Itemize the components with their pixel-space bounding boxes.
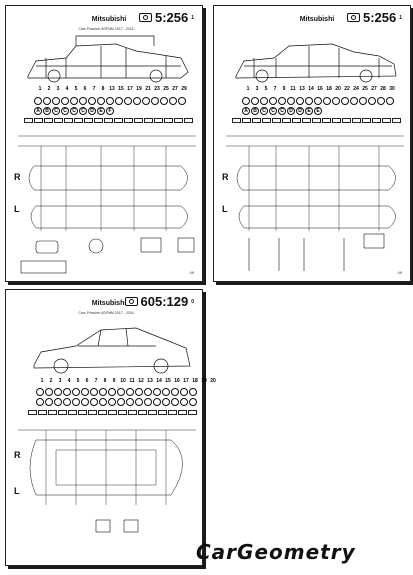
- point-symbol-icon: [43, 97, 51, 105]
- point-symbol-icon: [142, 97, 150, 105]
- measurement-numbers-row: [38, 378, 217, 384]
- point-symbol-icon: [108, 388, 116, 396]
- point-number: 23: [154, 86, 160, 92]
- measurement-numbers-row: [36, 86, 188, 92]
- sheet-brand: Mitsubishi: [91, 16, 127, 23]
- point-number: 13: [109, 86, 115, 92]
- point-number: 28: [380, 86, 386, 92]
- point-number: 7: [94, 378, 98, 384]
- point-number: 14: [156, 378, 162, 384]
- point-symbol-icon: [144, 398, 152, 406]
- sheet-subtitle: Cars Pinscher ADFMM 2017 - 2016: [78, 27, 134, 31]
- left-side-label: L: [222, 204, 228, 214]
- measurement-sheet-1: [5, 5, 203, 282]
- point-letter: E: [97, 107, 105, 115]
- point-symbol-icon: [108, 398, 116, 406]
- point-number: 25: [362, 86, 368, 92]
- point-number: 3: [58, 378, 62, 384]
- cargeometry-watermark: CarGeometry: [196, 540, 356, 564]
- symbol-row: [34, 97, 186, 105]
- right-side-label: R: [14, 172, 21, 182]
- point-number: 24: [353, 86, 359, 92]
- point-number: 3: [56, 86, 60, 92]
- point-symbol-icon: [341, 97, 349, 105]
- sheet-brand: Mitsubishi: [299, 16, 335, 23]
- point-symbol-icon: [305, 97, 313, 105]
- point-letter: D: [296, 107, 304, 115]
- point-number: 21: [145, 86, 151, 92]
- point-symbol-icon: [45, 398, 53, 406]
- point-symbol-icon: [162, 398, 170, 406]
- point-number: 13: [299, 86, 305, 92]
- point-number: 6: [83, 86, 87, 92]
- letter-row: [34, 107, 114, 115]
- point-symbol-icon: [368, 97, 376, 105]
- point-letter: C: [61, 107, 69, 115]
- point-number: 6: [85, 378, 89, 384]
- right-side-label: R: [14, 450, 21, 460]
- point-symbol-icon: [314, 97, 322, 105]
- point-symbol-icon: [359, 97, 367, 105]
- body-profile-drawing: [6, 290, 202, 565]
- point-symbol-icon: [36, 388, 44, 396]
- point-letter: C: [269, 107, 277, 115]
- value-cells-row: [28, 410, 197, 415]
- point-number: 13: [147, 378, 153, 384]
- point-number: 16: [174, 378, 180, 384]
- point-symbol-icon: [171, 398, 179, 406]
- measurement-numbers-row: [244, 86, 396, 92]
- point-number: 10: [120, 378, 126, 384]
- point-symbol-icon: [151, 97, 159, 105]
- point-number: 1: [40, 378, 44, 384]
- point-symbol-icon: [323, 97, 331, 105]
- point-letter: A: [34, 107, 42, 115]
- point-symbol-icon: [133, 97, 141, 105]
- point-symbol-icon: [70, 97, 78, 105]
- page-number: 49: [189, 270, 194, 275]
- point-number: 4: [67, 378, 71, 384]
- point-number: 1: [246, 86, 250, 92]
- point-number: 11: [290, 86, 296, 92]
- point-symbol-icon: [160, 97, 168, 105]
- point-symbol-icon: [72, 398, 80, 406]
- point-symbol-icon: [90, 388, 98, 396]
- point-number: 9: [282, 86, 286, 92]
- sheet-code: 605:129 0: [125, 294, 195, 309]
- point-letter: D: [287, 107, 295, 115]
- point-number: 4: [65, 86, 69, 92]
- value-cells-row: [24, 118, 193, 123]
- point-symbol-icon: [153, 398, 161, 406]
- point-letter: C: [70, 107, 78, 115]
- point-symbol-icon: [180, 398, 188, 406]
- point-number: 25: [163, 86, 169, 92]
- point-symbol-icon: [251, 97, 259, 105]
- symbol-row: [242, 97, 394, 105]
- point-symbol-icon: [350, 97, 358, 105]
- left-side-label: L: [14, 204, 20, 214]
- point-letter: C: [278, 107, 286, 115]
- point-number: 7: [92, 86, 96, 92]
- point-number: 8: [103, 378, 107, 384]
- side-profile-drawing: [6, 6, 202, 281]
- point-number: 27: [371, 86, 377, 92]
- point-symbol-icon: [278, 97, 286, 105]
- point-symbol-icon: [117, 388, 125, 396]
- point-symbol-icon: [61, 97, 69, 105]
- right-side-label: R: [222, 172, 229, 182]
- point-symbol-icon: [126, 398, 134, 406]
- point-symbol-icon: [117, 398, 125, 406]
- point-symbol-icon: [79, 97, 87, 105]
- point-number: 16: [317, 86, 323, 92]
- point-symbol-icon: [386, 97, 394, 105]
- point-number: 22: [344, 86, 350, 92]
- point-number: 2: [49, 378, 53, 384]
- point-symbol-icon: [90, 398, 98, 406]
- point-symbol-icon: [162, 388, 170, 396]
- point-symbol-icon: [52, 97, 60, 105]
- point-number: 17: [183, 378, 189, 384]
- point-symbol-icon: [153, 388, 161, 396]
- point-symbol-icon: [178, 97, 186, 105]
- point-number: 18: [192, 378, 198, 384]
- point-symbol-icon: [377, 97, 385, 105]
- measurement-sheet-3: [5, 289, 216, 566]
- point-symbol-icon: [242, 97, 250, 105]
- point-letter: D: [88, 107, 96, 115]
- point-letter: F: [106, 107, 114, 115]
- point-letter: B: [251, 107, 259, 115]
- sheet-subtitle: Cars Pinscher ADFMM 2017 - 2016: [78, 311, 134, 315]
- point-symbol-icon: [287, 97, 295, 105]
- point-number: 27: [172, 86, 178, 92]
- point-number: 7: [273, 86, 277, 92]
- point-symbol-icon: [97, 97, 105, 105]
- point-symbol-icon: [36, 398, 44, 406]
- point-letter: A: [242, 107, 250, 115]
- point-number: 8: [101, 86, 105, 92]
- point-letter: C: [52, 107, 60, 115]
- point-number: 5: [264, 86, 268, 92]
- point-symbol-icon: [135, 388, 143, 396]
- point-symbol-icon: [180, 388, 188, 396]
- value-cells-row: [232, 118, 401, 123]
- letter-row: [242, 107, 322, 115]
- sheet-code: 5:256 1: [347, 10, 402, 25]
- point-number: 2: [47, 86, 51, 92]
- point-symbol-icon: [99, 388, 107, 396]
- sheet-code: 5:256 1: [139, 10, 194, 25]
- point-number: 18: [326, 86, 332, 92]
- point-number: 15: [118, 86, 124, 92]
- point-symbol-icon: [169, 97, 177, 105]
- point-number: 20: [335, 86, 341, 92]
- point-symbol-icon: [296, 97, 304, 105]
- point-symbol-icon: [63, 398, 71, 406]
- point-symbol-icon: [332, 97, 340, 105]
- point-number: 20: [210, 378, 216, 384]
- point-number: 5: [74, 86, 78, 92]
- point-letter: C: [260, 107, 268, 115]
- measurement-sheet-2: [213, 5, 411, 282]
- page-number: 49: [397, 270, 402, 275]
- point-number: 12: [138, 378, 144, 384]
- point-symbol-icon: [81, 398, 89, 406]
- point-symbol-icon: [72, 388, 80, 396]
- point-letter: E: [305, 107, 313, 115]
- point-symbol-icon: [106, 97, 114, 105]
- point-symbol-icon: [81, 388, 89, 396]
- point-number: 14: [308, 86, 314, 92]
- point-symbol-icon: [115, 97, 123, 105]
- point-symbol-icon: [144, 388, 152, 396]
- point-symbol-icon: [171, 388, 179, 396]
- point-symbol-icon: [124, 97, 132, 105]
- point-number: 11: [129, 378, 135, 384]
- point-number: 15: [165, 378, 171, 384]
- side-profile-drawing: [214, 6, 410, 281]
- point-symbol-icon: [54, 398, 62, 406]
- point-symbol-icon: [126, 388, 134, 396]
- point-symbol-icon: [88, 97, 96, 105]
- point-number: 5: [76, 378, 80, 384]
- point-symbol-icon: [135, 398, 143, 406]
- left-side-label: L: [14, 486, 20, 496]
- point-letter: E: [314, 107, 322, 115]
- point-number: 3: [255, 86, 259, 92]
- point-symbol-icon: [54, 388, 62, 396]
- point-number: 30: [389, 86, 395, 92]
- point-number: 19: [136, 86, 142, 92]
- point-letter: C: [79, 107, 87, 115]
- point-number: 1: [38, 86, 42, 92]
- point-symbol-icon: [34, 97, 42, 105]
- point-symbol-icon: [99, 398, 107, 406]
- point-number: 9: [112, 378, 116, 384]
- point-number: 29: [181, 86, 187, 92]
- point-symbol-icon: [189, 388, 197, 396]
- point-symbol-icon: [189, 398, 197, 406]
- point-number: 17: [127, 86, 133, 92]
- icon-row: [36, 398, 197, 406]
- point-symbol-icon: [63, 388, 71, 396]
- point-symbol-icon: [260, 97, 268, 105]
- point-symbol-icon: [45, 388, 53, 396]
- symbol-row: [36, 388, 197, 396]
- sheet-brand: Mitsubishi: [91, 300, 127, 307]
- point-symbol-icon: [269, 97, 277, 105]
- point-letter: B: [43, 107, 51, 115]
- point-number: 19: [201, 378, 207, 384]
